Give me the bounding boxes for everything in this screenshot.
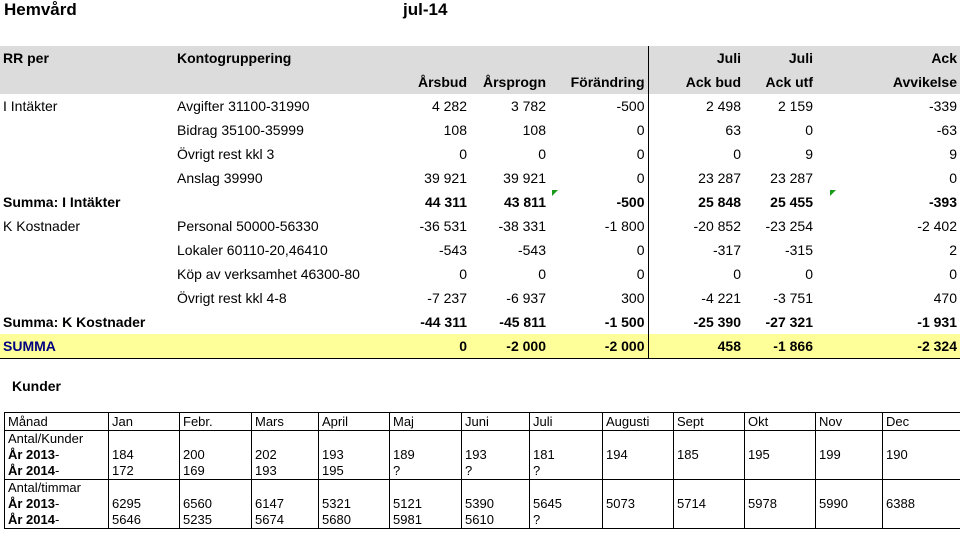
cell-ack-bud: 23 287 (698, 170, 741, 186)
header-ack-utf: Ack utf (744, 70, 816, 94)
cell-forandring: -1 800 (549, 214, 648, 238)
table-row (0, 166, 960, 190)
grand-total-row (0, 334, 960, 359)
timmar-2014-value: 5646 (112, 512, 141, 527)
cell-forandring: -1 500 (549, 310, 648, 334)
cell-ack-utf: -23 254 (765, 218, 813, 234)
cell-ack-bud: -317 (712, 242, 741, 258)
cell-ack-bud: 0 (733, 146, 741, 162)
timmar-2013-value: 6560 (183, 496, 212, 511)
kunder-2013-value: 193 (322, 447, 344, 462)
timmar-2013-value: 5321 (322, 496, 351, 511)
table-row (0, 142, 960, 166)
cell-ack-bud: 0 (733, 266, 741, 282)
kunder-2014-value: 169 (183, 463, 205, 478)
cell-grp: K Kostnader (3, 218, 81, 234)
subtotal-row (0, 190, 960, 214)
income-statement-table (0, 46, 960, 359)
kunder-2014-value: 193 (255, 463, 277, 478)
year-2013-label: År 2013 (8, 496, 55, 511)
cell-konto (174, 190, 404, 214)
cell-arsprogn: -543 (517, 242, 546, 258)
antal-timmar-label-row (5, 480, 960, 497)
timmar-2014-value: 5674 (255, 512, 284, 527)
cell-arsbud: 0 (404, 334, 470, 359)
manad-label: Månad (5, 413, 109, 431)
table-header-row (0, 46, 960, 70)
cell-avvikelse: 470 (933, 290, 957, 306)
timmar-2013-value: 5990 (819, 496, 848, 511)
antal-timmar-label: Antal/timmar (5, 480, 109, 497)
cell-konto: Övrigt rest kkl 3 (177, 146, 275, 162)
cell-arsbud: -44 311 (420, 314, 467, 330)
cell-konto: Lokaler 60110-20,46410 (177, 242, 328, 258)
cell-ack-bud: -25 390 (693, 314, 741, 330)
kunder-2013-value: 194 (606, 447, 628, 462)
cell-grp: SUMMA (0, 334, 174, 359)
kunder-2013-value: 190 (886, 447, 908, 462)
cell-ack-utf: 0 (805, 122, 813, 138)
cell-forandring: -500 (549, 94, 648, 118)
header-arsprogn: Årsprogn (470, 70, 549, 94)
kunder-2013-value: 200 (183, 447, 205, 462)
cell-ack-bud: 25 848 (698, 194, 741, 210)
cell-forandring: 0 (549, 118, 648, 142)
cell-grp: I Intäkter (3, 98, 58, 114)
cell-arsbud: 0 (459, 266, 467, 282)
cell-ack-utf: -3 751 (773, 290, 813, 306)
cell-ack-bud: 2 498 (705, 98, 741, 114)
cell-arsprogn: 39 921 (503, 170, 546, 186)
month-header: Dec (883, 413, 960, 431)
timmar-2013-value: 5073 (606, 496, 635, 511)
timmar-2013-value: 5645 (533, 496, 562, 511)
month-header: Okt (745, 413, 816, 431)
kunder-2014-value: 172 (112, 463, 134, 478)
timmar-2014-value: 5981 (393, 512, 422, 527)
cell-comment-marker (830, 190, 836, 196)
cell-konto (174, 334, 404, 359)
header-kontogruppering: Kontogruppering (174, 46, 404, 70)
header-arsbud: Årsbud (404, 70, 470, 94)
month-header-row (5, 413, 960, 431)
timmar-2014-value: 5610 (465, 512, 494, 527)
month-header: Augusti (603, 413, 674, 431)
cell-avvikelse: 0 (949, 266, 957, 282)
cell-avvikelse: -339 (928, 98, 957, 114)
cell-ack-utf: 0 (805, 266, 813, 282)
kunder-2014-value: ? (533, 463, 541, 478)
cell-forandring: -2 000 (549, 334, 648, 359)
cell-konto (174, 310, 404, 334)
table-row (0, 262, 960, 286)
cell-forandring: 0 (549, 166, 648, 190)
month-header: Febr. (180, 413, 252, 431)
kunder-2013-value: 202 (255, 447, 277, 462)
cell-grp (0, 166, 174, 190)
cell-ack-utf: 2 159 (777, 98, 813, 114)
cell-avvikelse: -393 (928, 194, 957, 210)
timmar-values-row: År 2013- År 2014- 6295 5646 6560 5235 6147 5674 5321 5680 5121 5981 5390 5610 5645 ? 5073 5714 5978 5990 6388 (5, 496, 960, 529)
cell-forandring: 0 (549, 262, 648, 286)
kunder-table (4, 412, 960, 529)
cell-konto: Övrigt rest kkl 4-8 (177, 290, 287, 306)
header-juli-1: Juli (648, 46, 744, 70)
kunder-2013-value: 185 (677, 447, 699, 462)
cell-arsprogn: -38 331 (498, 218, 546, 234)
cell-grp: Summa: K Kostnader (3, 314, 146, 330)
cell-arsbud: -543 (438, 242, 467, 258)
header-avvikelse: Avvikelse (816, 70, 960, 94)
cell-avvikelse: -2 324 (816, 334, 960, 359)
year-2013-label: År 2013 (8, 447, 55, 462)
kunder-2014-value: ? (393, 463, 401, 478)
cell-arsbud: -36 531 (419, 218, 467, 234)
cell-arsprogn: -2 000 (470, 334, 549, 359)
month-header: Maj (390, 413, 462, 431)
month-header: Juli (530, 413, 603, 431)
table-row (0, 214, 960, 238)
cell-arsbud: 44 311 (424, 194, 467, 210)
table-subheader-row (0, 70, 960, 94)
month-header: April (319, 413, 390, 431)
cell-forandring: 300 (549, 286, 648, 310)
cell-arsprogn: -6 937 (506, 290, 546, 306)
header-rr-per: RR per (0, 46, 174, 70)
cell-arsprogn: 3 782 (510, 98, 546, 114)
cell-forandring: 0 (549, 142, 648, 166)
cell-grp (0, 238, 174, 262)
cell-konto: Köp av verksamhet 46300-80 (177, 266, 360, 282)
cell-arsprogn: 0 (538, 146, 546, 162)
cell-avvikelse: 0 (949, 170, 957, 186)
table-row (0, 286, 960, 310)
header-ack-bud: Ack bud (648, 70, 744, 94)
cell-forandring: 0 (549, 238, 648, 262)
kunder-2014-value: 195 (322, 463, 344, 478)
cell-arsprogn: 108 (522, 122, 546, 138)
kunder-2013-value: 184 (112, 447, 134, 462)
cell-forandring: -500 (549, 190, 648, 214)
timmar-2013-value: 5978 (748, 496, 777, 511)
month-header: Nov (816, 413, 883, 431)
cell-avvikelse: -2 402 (917, 218, 957, 234)
cell-avvikelse: 2 (949, 242, 957, 258)
cell-arsbud: 4 282 (431, 98, 467, 114)
timmar-2013-value: 5714 (677, 496, 706, 511)
cell-arsprogn: 0 (538, 266, 546, 282)
cell-arsbud: 108 (443, 122, 467, 138)
cell-arsbud: 0 (459, 146, 467, 162)
table-row (0, 238, 960, 262)
timmar-2013-value: 6388 (886, 496, 915, 511)
cell-arsprogn: 43 811 (503, 194, 546, 210)
cell-ack-bud: -4 221 (701, 290, 741, 306)
cell-ack-utf: -1 866 (744, 334, 816, 359)
kunder-2013-value: 199 (819, 447, 841, 462)
cell-konto: Avgifter 31100-31990 (177, 98, 310, 114)
timmar-2013-value: 6295 (112, 496, 141, 511)
kunder-2013-value: 189 (393, 447, 415, 462)
cell-ack-bud: -20 852 (693, 218, 741, 234)
period-title: jul-14 (403, 0, 448, 19)
header-forandring: Förändring (549, 70, 648, 94)
header-ack: Ack (816, 46, 960, 70)
cell-konto: Bidrag 35100-35999 (177, 122, 304, 138)
year-2014-label: År 2014 (8, 463, 55, 478)
cell-ack-utf: 9 (805, 146, 813, 162)
kunder-2013-value: 193 (465, 447, 487, 462)
cell-grp (0, 118, 174, 142)
timmar-2014-value: 5680 (322, 512, 351, 527)
cell-ack-utf: 23 287 (770, 170, 813, 186)
cell-ack-utf: -27 321 (765, 314, 813, 330)
antal-kunder-label-row (5, 431, 960, 448)
kunder-heading: Kunder (12, 378, 61, 394)
kunder-2013-value: 195 (748, 447, 770, 462)
cell-konto: Personal 50000-56330 (177, 218, 319, 234)
cell-avvikelse: -1 931 (917, 314, 957, 330)
year-2014-label: År 2014 (8, 512, 55, 527)
timmar-2014-value: 5235 (183, 512, 212, 527)
antal-kunder-label: Antal/Kunder (5, 431, 109, 448)
cell-avvikelse: 9 (949, 146, 957, 162)
cell-grp (0, 142, 174, 166)
kunder-values-row: År 2013- År 2014- 184 172 200 169 202 193 193 195 189 ? 193 ? 181 ? 194 185 195 199 190 (5, 447, 960, 480)
timmar-2013-value: 5121 (393, 496, 422, 511)
month-header: Mars (252, 413, 319, 431)
cell-ack-bud: 458 (648, 334, 744, 359)
month-header: Sept (674, 413, 745, 431)
table-row (0, 94, 960, 118)
header-juli-2: Juli (744, 46, 816, 70)
subtotal-row (0, 310, 960, 334)
cell-grp: Summa: I Intäkter (3, 194, 121, 210)
table-row (0, 118, 960, 142)
cell-arsprogn: -45 811 (499, 314, 546, 330)
cell-ack-utf: 25 455 (770, 194, 813, 210)
timmar-2013-value: 5390 (465, 496, 494, 511)
timmar-2013-value: 6147 (255, 496, 284, 511)
app-title: Hemvård (4, 0, 77, 19)
kunder-2014-value: ? (465, 463, 473, 478)
cell-comment-marker (552, 190, 558, 196)
cell-arsbud: -7 237 (427, 290, 467, 306)
month-header: Juni (462, 413, 530, 431)
cell-arsbud: 39 921 (424, 170, 467, 186)
cell-ack-bud: 63 (725, 122, 741, 138)
timmar-2014-value: ? (533, 512, 541, 527)
cell-grp (0, 286, 174, 310)
cell-ack-utf: -315 (784, 242, 813, 258)
kunder-2013-value: 181 (533, 447, 555, 462)
cell-avvikelse: -63 (936, 122, 957, 138)
cell-grp (0, 262, 174, 286)
month-header: Jan (109, 413, 180, 431)
cell-konto: Anslag 39990 (177, 170, 263, 186)
